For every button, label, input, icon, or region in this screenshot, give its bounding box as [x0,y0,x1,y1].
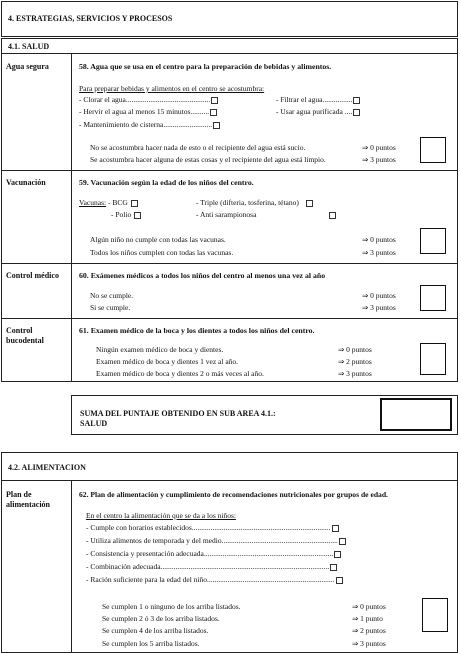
vac-result-0: Algún niño no cumple con todas las vacunas. [90,235,226,244]
buco-points-0: ⇒ 0 puntos [338,345,372,354]
alim-points-0: ⇒ 0 puntos [352,602,386,611]
alimentacion-item-horarios: - Cumple con horarios establecidos.......................................................................... [86,523,339,532]
agua-result-3: Se acostumbra hacer alguna de estas cosas y el recipiente del agua está limpio. [90,155,326,164]
alimentacion-item-racion: - Ración suficiente para la edad del niño.................................................................... [86,575,343,584]
alimentacion-item-combinacion: - Combinación adecuada.......................................................................................... [86,562,337,571]
column-divider [71,480,72,653]
vacuna-triple: - Triple (difteria, tosferina, tétano) [196,198,313,207]
alimentacion-item-consistencia: - Consistencia y presentación adecuada..................................................................... [86,549,341,558]
alimentacion-intro: En el centro la alimentación que se da a los niños: [86,511,236,520]
label-control-medico: Control médico [6,271,59,280]
question-58: 58. Agua que se usa en el centro para la preparación de bebidas y alimentos. [79,62,332,71]
alimentacion-item-temporada: - Utiliza alimentos de temporada y del medio.............................................................. [86,536,346,545]
label-bucodental: bucodental [6,336,44,345]
buco-result-3: Examen médico de boca y dientes 2 o más veces al año. [96,369,264,378]
control-points-0: ⇒ 0 puntos [362,291,396,300]
control-result-3: Si se cumple. [90,303,131,312]
checkbox[interactable] [306,200,313,207]
agua-option-hervir: - Hervir el agua al menos 15 minutos.......... [79,107,217,116]
agua-points-3: ⇒ 3 puntos [362,155,396,164]
divider [1,480,458,481]
divider [1,263,458,264]
checkbox[interactable] [329,212,336,219]
control-result-0: No se cumple. [90,291,134,300]
agua-option-cisterna: - Mantenimiento de cisterna.......................... [79,120,220,129]
label-control: Control [6,326,33,335]
alimentacion-title: 4.2. ALIMENTACION [8,463,86,472]
vac-points-0: ⇒ 0 puntos [362,235,396,244]
buco-points-2: ⇒ 2 puntos [338,357,372,366]
control-points-3: ⇒ 3 puntos [362,303,396,312]
label-vacunacion: Vacunación [6,178,46,187]
vacuna-polio: - Polio [111,210,141,219]
agua-points-0: ⇒ 0 puntos [362,143,396,152]
label-plan: Plan de [6,490,32,499]
checkbox[interactable] [211,97,218,104]
checkbox[interactable] [339,538,346,545]
score-box-62[interactable] [422,598,448,632]
vacuna-anti-sarampionosa: - Anti sarampionosa [196,210,336,219]
agua-option-purificada: - Usar agua purificada .... [276,107,360,116]
alim-result-3: Se cumplen los 5 arriba listados. [102,639,200,648]
buco-result-2: Examen médico de boca y dientes 1 vez al año. [96,357,239,366]
checkbox[interactable] [332,525,339,532]
score-box-suma-salud[interactable] [380,398,452,431]
alim-result-1: Se cumplen 2 ó 3 de los arriba listados. [102,614,220,623]
agua-option-filtrar: - Filtrar el agua................ [276,95,360,104]
checkbox[interactable] [134,212,141,219]
question-59: 59. Vacunación según la edad de los niños del centro. [79,178,254,187]
score-box-59[interactable] [420,228,446,254]
question-61: 61. Examen médico de la boca y los dientes a todos los niños del centro. [79,326,315,335]
label-alimentacion: alimentación [6,500,50,509]
alim-result-2: Se cumplen 4 de los arriba listados. [102,626,209,635]
checkbox[interactable] [131,200,138,207]
alim-result-0: Se cumplen 1 o ninguno de los arriba listados. [102,602,241,611]
agua-result-0: No se acostumbra hacer nada de esto o el recipiente del agua está sucio. [90,143,306,152]
column-divider [71,53,72,382]
section-title: 4. ESTRATEGIAS, SERVICIOS Y PROCESOS [8,14,173,23]
checkbox[interactable] [336,577,343,584]
alim-points-3: ⇒ 3 puntos [352,639,386,648]
score-box-61[interactable] [420,343,446,375]
alim-points-2: ⇒ 2 puntos [352,626,386,635]
suma-salud-sublabel: SALUD [80,419,108,428]
divider [1,318,458,319]
vac-result-3: Todos los niños cumplen con todas las vacunas. [90,248,234,257]
checkbox[interactable] [353,109,360,116]
checkbox[interactable] [353,97,360,104]
buco-points-3: ⇒ 3 puntos [338,369,372,378]
checkbox[interactable] [334,551,341,558]
salud-title: 4.1. SALUD [8,42,50,51]
alim-points-1: ⇒ 1 punto [352,614,383,623]
score-box-60[interactable] [420,285,446,311]
checkbox[interactable] [213,122,220,129]
question-60: 60. Exámenes médicos a todos los niños del centro al menos una vez al año [79,271,326,280]
score-box-58[interactable] [420,137,446,163]
checkbox[interactable] [330,564,337,571]
buco-result-0: Ningún examen médico de boca y dientes. [96,345,224,354]
vacuna-bcg: Vacunas: - BCG [79,198,138,207]
suma-salud-label: SUMA DEL PUNTAJE OBTENIDO EN SUB AREA 4.1.: [80,409,276,418]
question-62: 62. Plan de alimentación y cumplimiento de recomendaciones nutricionales por grupos de edad. [79,490,388,499]
agua-option-clorar: - Clorar el agua............................................. [79,95,218,104]
agua-intro: Para preparar bebidas y alimentos en el centro se acostumbra: [79,84,265,93]
label-agua-segura: Agua segura [6,62,49,71]
vac-points-3: ⇒ 3 puntos [362,248,396,257]
checkbox[interactable] [210,109,217,116]
divider [1,53,458,54]
divider [1,170,458,171]
